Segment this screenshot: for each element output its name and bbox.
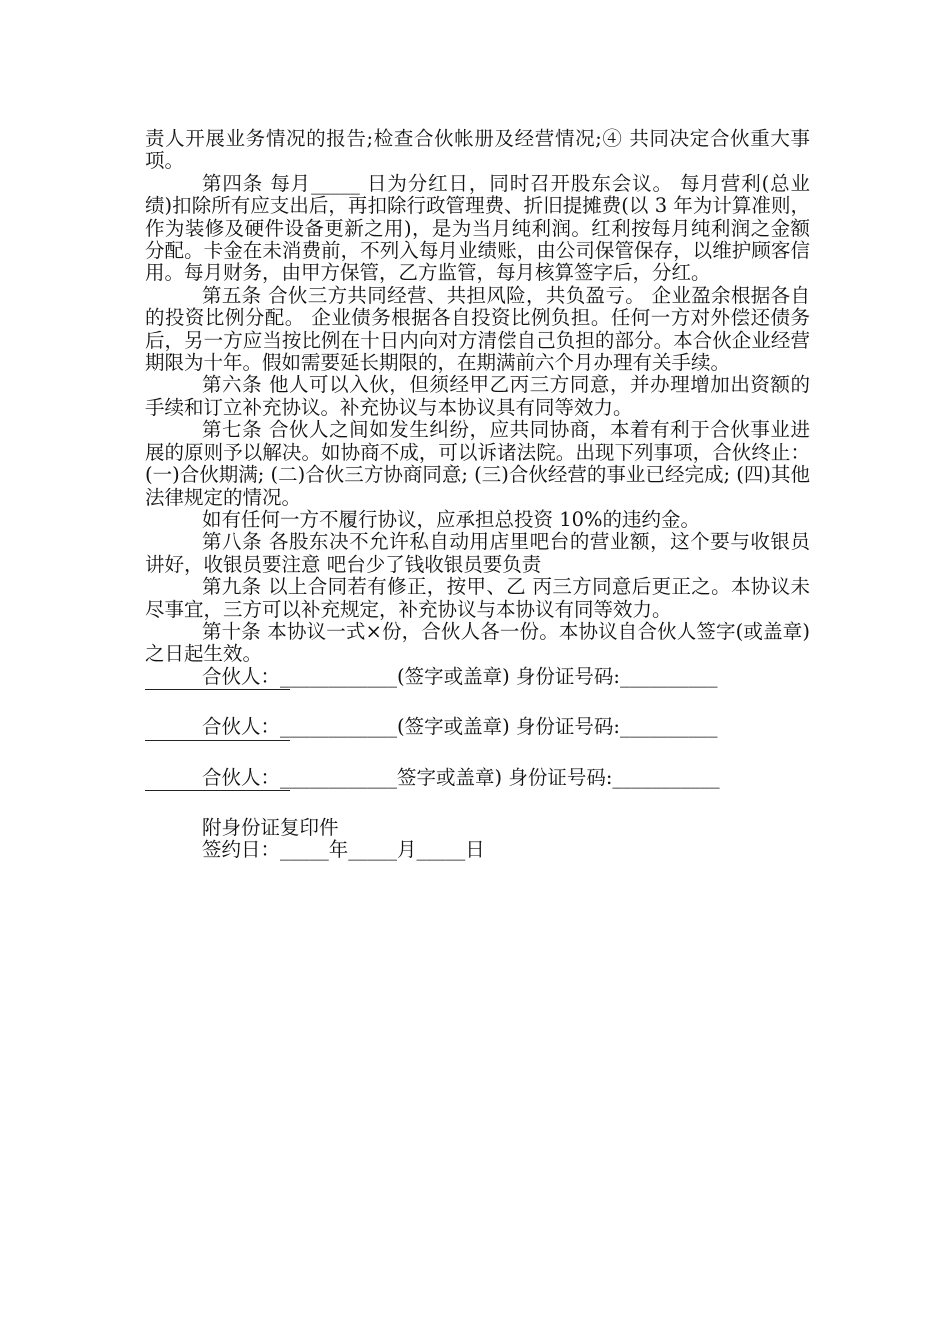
signature-wrap-2	[145, 739, 810, 767]
day-label: 日	[465, 838, 485, 862]
paragraph-continuation: 责人开展业务情况的报告;检查合伙帐册及经营情况;④ 共同决定合伙重大事项。	[145, 127, 810, 173]
signature-wrap-1	[145, 688, 810, 716]
article-4-prefix: 第四条 每月	[202, 171, 312, 195]
partner-label: 合伙人：	[202, 715, 281, 739]
id-number-blank-continuation	[145, 688, 290, 690]
seal-note: (签字或盖章)	[397, 715, 510, 739]
article-5: 第五条 合伙三方共同经营、共担风险，共负盈亏。 企业盈余根据各自的投资比例分配。 企业债务根据各自投资比例负担。任何一方对外偿还债务后，另一方应当按比例在十日内向对方清偿自己负担的部分。本合伙企业经营期限为十年。假如需要延长期限的，在期满前六个月办理有关手续。	[145, 283, 810, 375]
article-8: 第八条 各股东决不允许私自动用店里吧台的营业额，这个要与收银员讲好，收银员要注意 吧台少了钱收银员要负责	[145, 530, 810, 576]
year-label: 年	[328, 838, 349, 862]
id-number-blank-continuation	[145, 789, 290, 791]
signature-line-3	[145, 767, 810, 789]
id-number-label: 身份证号码:	[509, 664, 621, 688]
article-9: 第九条 以上合同若有修正，按甲、乙 丙三方同意后更正之。本协议未尽事宜，三方可以补充规定，补充协议与本协议有同等效力。	[145, 575, 810, 621]
signature-line-1	[145, 666, 810, 688]
seal-note: (签字或盖章)	[397, 664, 510, 688]
article-10: 第十条 本协议一式×份，合伙人各一份。本协议自合伙人签字(或盖章)之日起生效。	[145, 619, 810, 666]
partner-label: 合伙人：	[202, 664, 281, 688]
partner-sign-blank[interactable]: ____________	[280, 664, 398, 688]
signing-date-line	[145, 839, 810, 861]
id-number-blank[interactable]: __________	[620, 715, 718, 739]
seal-note: 签字或盖章)	[397, 765, 503, 789]
day-blank[interactable]: _____	[416, 838, 466, 862]
article-6: 第六条 他人可以入伙，但须经甲乙丙三方同意，并办理增加出资额的手续和订立补充协议。补充协议与本协议具有同等效力。	[145, 373, 810, 419]
id-number-label: 身份证号码:	[502, 765, 613, 789]
article-4-blank: _____	[311, 171, 360, 195]
id-number-label: 身份证号码:	[509, 715, 621, 739]
article-7-penalty: 如有任何一方不履行协议，应承担总投资 10%的违约金。	[202, 507, 701, 531]
signature-wrap-3	[145, 789, 810, 817]
month-label: 月	[397, 838, 417, 862]
attachment-text: 附身份证复印件	[202, 815, 339, 839]
year-blank[interactable]: _____	[280, 838, 329, 862]
id-number-blank[interactable]: ___________	[612, 765, 720, 789]
article-4	[145, 173, 810, 285]
article-7: 第七条 合伙人之间如发生纠纷，应共同协商，本着有利于合伙事业进展的原则予以解决。如协商不成，可以诉诸法院。出现下列事项，合伙终止： (一)合伙期满; (二)合伙三方协商同意; (三)合伙经营的事业已经完成; (四)其他法律规定的情况。	[145, 418, 810, 509]
partner-label: 合伙人：	[202, 765, 281, 789]
partner-sign-blank[interactable]: ____________	[280, 715, 398, 739]
id-number-blank-continuation	[145, 739, 290, 741]
signature-line-2	[145, 716, 810, 738]
article-4-body: 日为分红日，同时召开股东会议。 每月营利(总业绩)扣除所有应支出后，再扣除行政管理费、折旧提摊费(以 3 年为计算准则，作为装修及硬件设备更新之用)，是为当月纯利润。红利按每月纯利润之金额分配。卡金在未消费前，不列入每月业绩账，由公司保管保存，以维护顾客信用。每月财务，由甲方保管，乙方监管，每月核算签字后，分红。	[145, 171, 810, 285]
signing-date-label: 签约日：	[202, 838, 281, 862]
partner-sign-blank[interactable]: ____________	[280, 765, 398, 789]
month-blank[interactable]: _____	[348, 838, 398, 862]
attachment-note	[145, 817, 810, 839]
document-page	[145, 128, 810, 862]
id-number-blank[interactable]: __________	[620, 664, 718, 688]
